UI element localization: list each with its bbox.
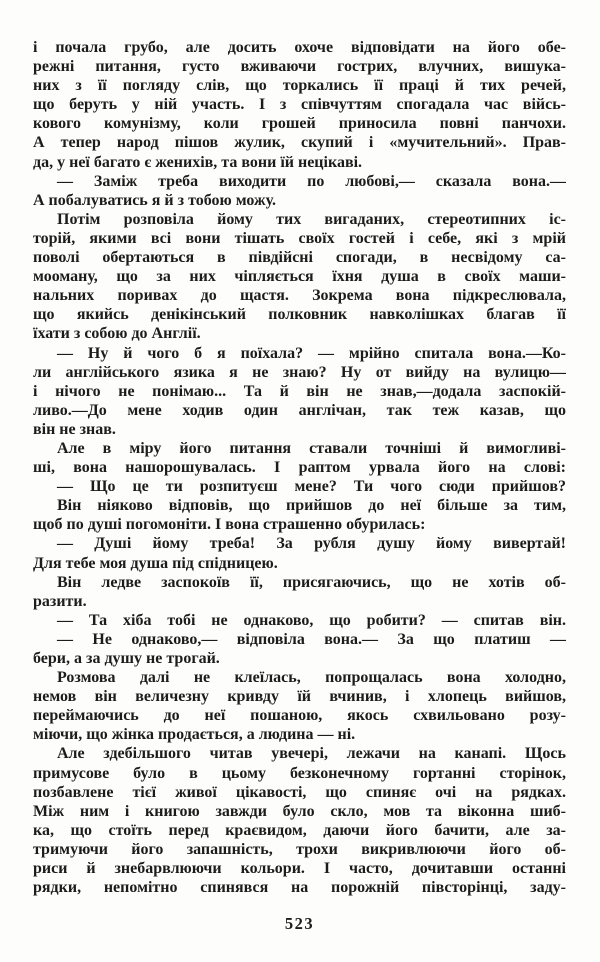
text-line: разити. xyxy=(33,592,87,610)
text-line: мооману, що за них чіпляється їхня душа в своїх маши- xyxy=(33,268,566,286)
text-line: — Що це ти розпитуєш мене? Ти чого сюди прийшов? xyxy=(57,478,566,496)
text-line: ливо.—До мене ходив один англічан, так теж казав, що xyxy=(33,401,566,419)
text-line: риси й знебарвлюючи кольори. І часто, дочитавши останні xyxy=(33,860,566,878)
text-line: Розмова далі не клеїлась, попрощалась вона холодно, xyxy=(57,669,566,687)
text-line: що беруть у ній участь. І з співчуттям спогадала час війсь- xyxy=(33,96,566,114)
text-line: Він ледве заспокоїв її, присягаючись, що не хотів об- xyxy=(57,573,566,591)
text-line: ли англійського язика я не знаю? Ну от вийду на вулицю— xyxy=(33,363,566,381)
text-line: Між ним і книгою завжди було скло, мов та віконна шиб- xyxy=(33,802,566,820)
text-line: і почала грубо, але досить охоче відповідати на його обе- xyxy=(33,39,566,56)
text-line: нальних поривах до щастя. Зокрема вона підкреслювала, xyxy=(33,287,566,305)
text-line: Для тебе моя душа під спідницею. xyxy=(33,554,278,572)
text-line: міючи, що жінка продається, а людина — ні. xyxy=(33,726,356,744)
text-line: кового комунізму, коли грошей приносила повні панчохи. xyxy=(33,115,566,133)
text-line: ка, що стоїть перед краєвидом, даючи його бачити, але за- xyxy=(33,821,566,839)
text-line: позбавлене тієї живої цікавості, що спиняє очі на рядках. xyxy=(33,783,566,801)
page-number: 523 xyxy=(284,914,315,933)
text-line: він не знав. xyxy=(33,420,116,438)
text-line: Потім розповіла йому тих вигаданих, стереотипних іс- xyxy=(57,210,566,228)
text-line: що якийсь денікінський полковник навколішках благав її xyxy=(33,306,566,324)
text-line: — Не однаково,— відповіла вона.— За що платиш — xyxy=(57,630,566,648)
page-text xyxy=(33,38,566,897)
text-line: переймаючись до неї пошаною, якось схвильовано розу- xyxy=(33,707,566,725)
text-line: торій, якими всі вони тішать своїх гостей і себе, які з мрій xyxy=(33,229,566,247)
text-line: А тепер народ пішов жулик, скупий і «мучительний». Прав- xyxy=(33,134,566,152)
text-line: Але здебільшого читав увечері, лежачи на канапі. Щось xyxy=(57,745,566,763)
text-line: — Та хіба тобі не однаково, що робити? — спитав він. xyxy=(57,611,566,629)
text-line: них з її погляду слів, що торкались її праці й тих речей, xyxy=(33,77,566,95)
text-line: їхати з собою до Англії. xyxy=(33,325,201,343)
text-line: і нічого не понімаю... Та й він не знав,—додала заспокій- xyxy=(33,382,566,400)
text-line: А побалуватись я й з тобою можу. xyxy=(33,191,277,209)
text-line: режні питання, густо вживаючи гострих, влучних, вишука- xyxy=(33,58,566,76)
text-line: — Душі йому треба! За рубля душу йому вивертай! xyxy=(57,535,566,553)
text-line: поволі обертаються в півдійсні спогади, в несвідому са- xyxy=(33,249,566,267)
text-line: щоб по душі погомоніти. І вона страшенно обурилась: xyxy=(33,516,426,534)
text-line: — Ну й чого б я поїхала? — мрійно спитала вона.—Ко- xyxy=(57,344,566,362)
text-line: Але в міру його питання ставали точніші й вимогливі- xyxy=(57,439,566,457)
text-line: — Заміж треба виходити по любові,— сказала вона.— xyxy=(57,172,566,190)
text-line: немов він величезну кривду їй вчинив, і хлопець вийшов, xyxy=(33,688,566,706)
text-line: рядки, непомітно спинявся на порожній півсторінці, заду- xyxy=(33,879,566,897)
text-line: бери, а за душу не трогай. xyxy=(33,650,220,667)
text-line: ші, вона нашорошувалась. І раптом урвала його на слові: xyxy=(33,459,566,477)
text-line: примусове було в цьому безконечному гортанні сторінок, xyxy=(33,764,566,782)
text-line: да, у неї багато є женихів, та вони їй нецікаві. xyxy=(33,153,363,171)
text-line: тримуючи його запашність, трохи викривлюючи його об- xyxy=(33,840,566,858)
text-line: Він ніяково відповів, що прийшов до неї більше за тим, xyxy=(57,497,566,515)
